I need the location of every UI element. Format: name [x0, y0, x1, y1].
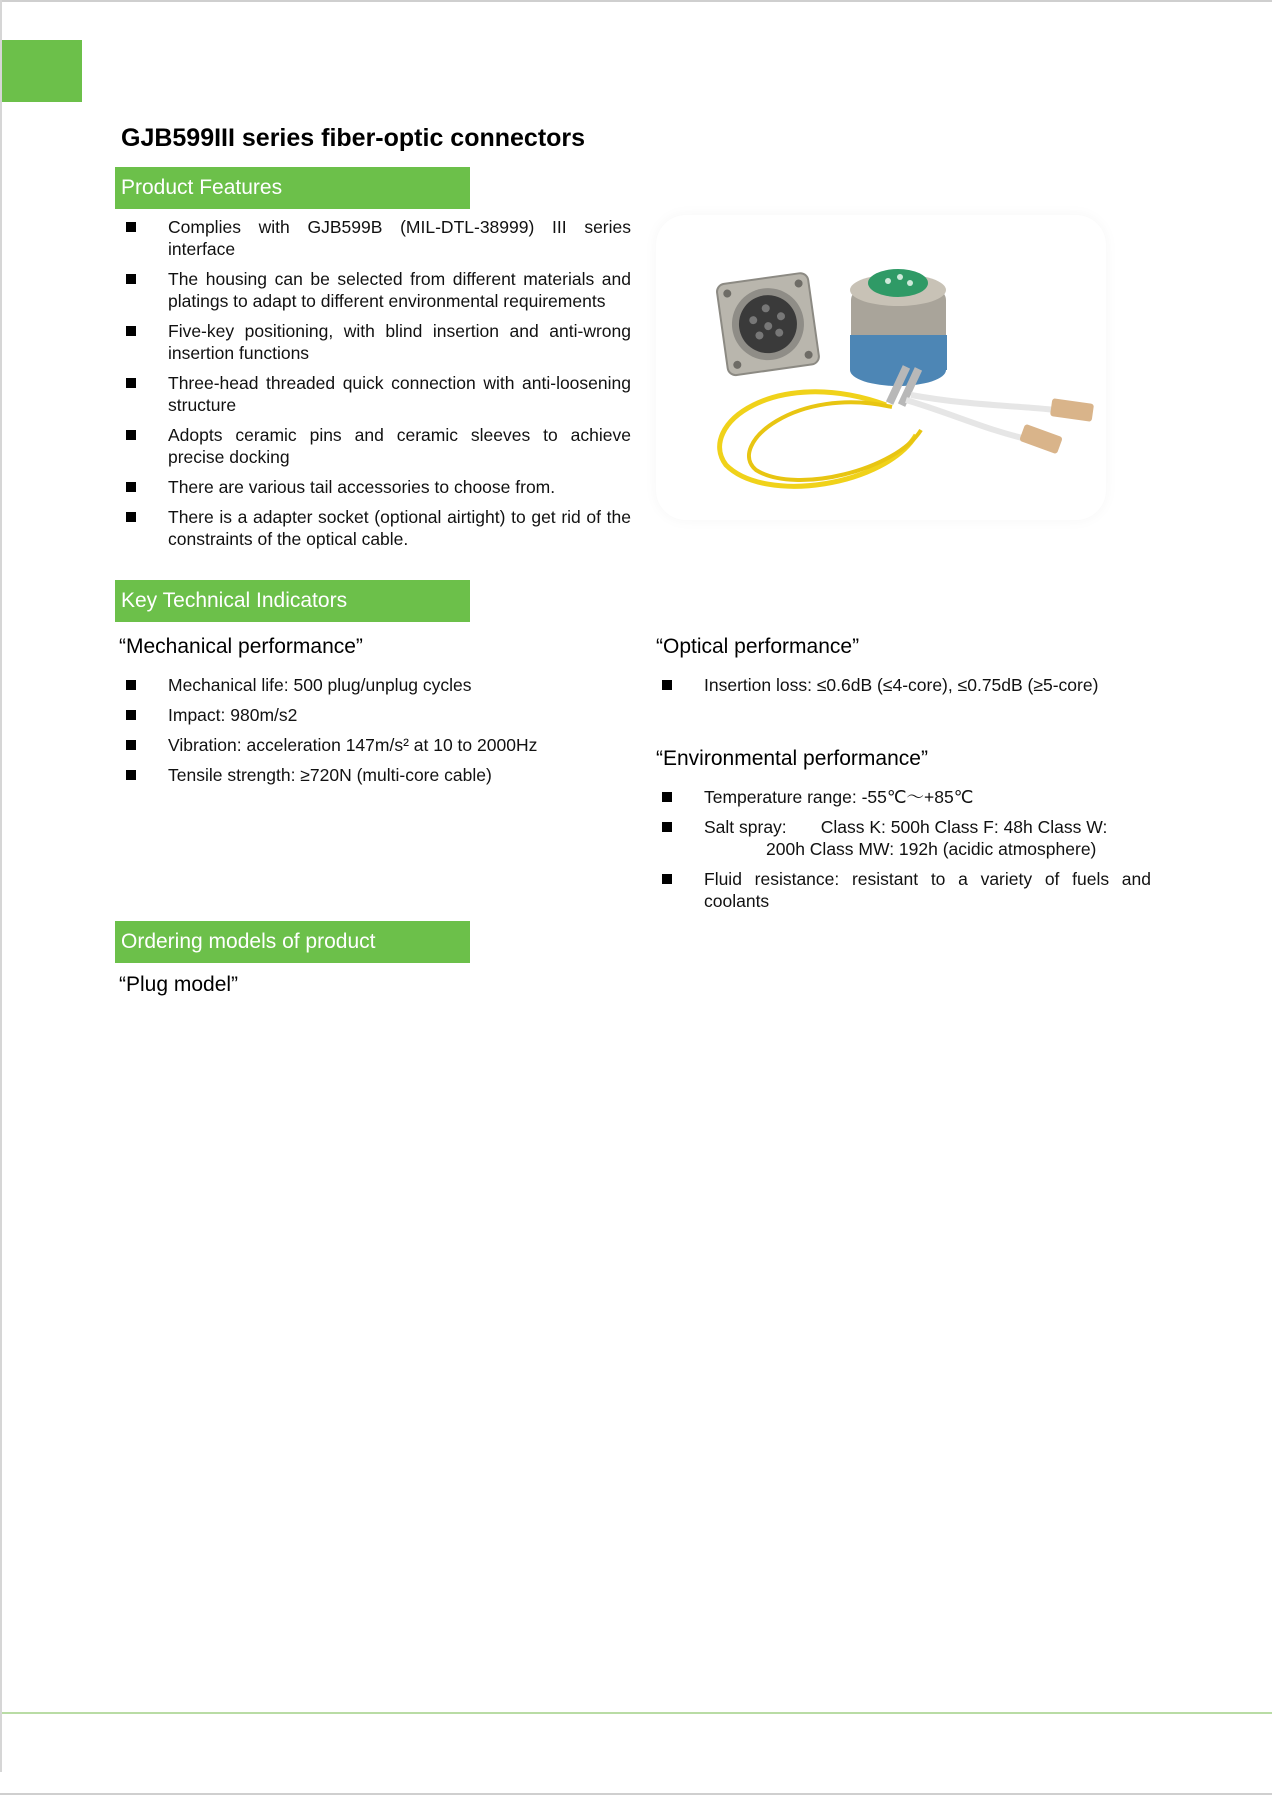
- bullet-square-icon: [126, 512, 136, 522]
- list-item: Vibration: acceleration 147m/s² at 10 to 2000Hz: [121, 734, 641, 756]
- list-item: Temperature range: -55℃～+85℃: [657, 786, 1151, 808]
- section-product-features: Product Features: [115, 167, 470, 209]
- list-item: Insertion loss: ≤0.6dB (≤4-core), ≤0.75dB (≥5-core): [657, 674, 1157, 696]
- footer-divider: [2, 1712, 1272, 1714]
- bullet-square-icon: [126, 710, 136, 720]
- connector-illustration: [656, 215, 1106, 520]
- optical-heading: “Optical performance”: [656, 635, 860, 658]
- bullet-square-icon: [126, 378, 136, 388]
- bullet-square-icon: [126, 222, 136, 232]
- page-left-border: [0, 0, 2, 1772]
- corner-accent-tab: [2, 40, 82, 102]
- bullet-square-icon: [126, 770, 136, 780]
- page-top-border: [0, 0, 1272, 2]
- mechanical-heading: “Mechanical performance”: [119, 635, 363, 658]
- section-ordering-models: Ordering models of product: [115, 921, 470, 963]
- document-title: GJB599III series fiber-optic connectors: [121, 124, 586, 152]
- bullet-square-icon: [126, 326, 136, 336]
- plug-model-heading: “Plug model”: [119, 973, 239, 996]
- list-item: Salt spray: Class K: 500h Class F: 48h Class W: 200h Class MW: 192h (acidic atmosphere): [657, 816, 1151, 860]
- list-item: There is a adapter socket (optional airtight) to get rid of the constraints of the optical cable.: [121, 506, 631, 550]
- list-item: Impact: 980m/s2: [121, 704, 641, 726]
- page-bottom-border: [0, 1793, 1272, 1795]
- mechanical-list: [121, 674, 641, 794]
- bullet-square-icon: [126, 482, 136, 492]
- list-item: Tensile strength: ≥720N (multi-core cable): [121, 764, 641, 786]
- bullet-square-icon: [126, 430, 136, 440]
- environmental-heading: “Environmental performance”: [656, 747, 928, 770]
- section-key-technical-indicators: Key Technical Indicators: [115, 580, 470, 622]
- list-item: The housing can be selected from different materials and platings to adapt to different environmental requirements: [121, 268, 631, 312]
- list-item: There are various tail accessories to choose from.: [121, 476, 631, 498]
- bullet-square-icon: [126, 274, 136, 284]
- list-item: Adopts ceramic pins and ceramic sleeves to achieve precise docking: [121, 424, 631, 468]
- list-item: Five-key positioning, with blind insertion and anti-wrong insertion functions: [121, 320, 631, 364]
- bullet-square-icon: [662, 680, 672, 690]
- environmental-list: [657, 786, 1151, 920]
- bullet-square-icon: [662, 822, 672, 832]
- bullet-square-icon: [662, 874, 672, 884]
- product-photo: [656, 215, 1106, 520]
- list-item: Mechanical life: 500 plug/unplug cycles: [121, 674, 641, 696]
- bullet-square-icon: [126, 680, 136, 690]
- list-item: Three-head threaded quick connection with anti-loosening structure: [121, 372, 631, 416]
- optical-list: [657, 674, 1157, 704]
- list-item: Complies with GJB599B (MIL-DTL-38999) III series interface: [121, 216, 631, 260]
- bullet-square-icon: [662, 792, 672, 802]
- features-list: [121, 216, 631, 558]
- bullet-square-icon: [126, 740, 136, 750]
- list-item: Fluid resistance: resistant to a variety of fuels and coolants: [657, 868, 1151, 912]
